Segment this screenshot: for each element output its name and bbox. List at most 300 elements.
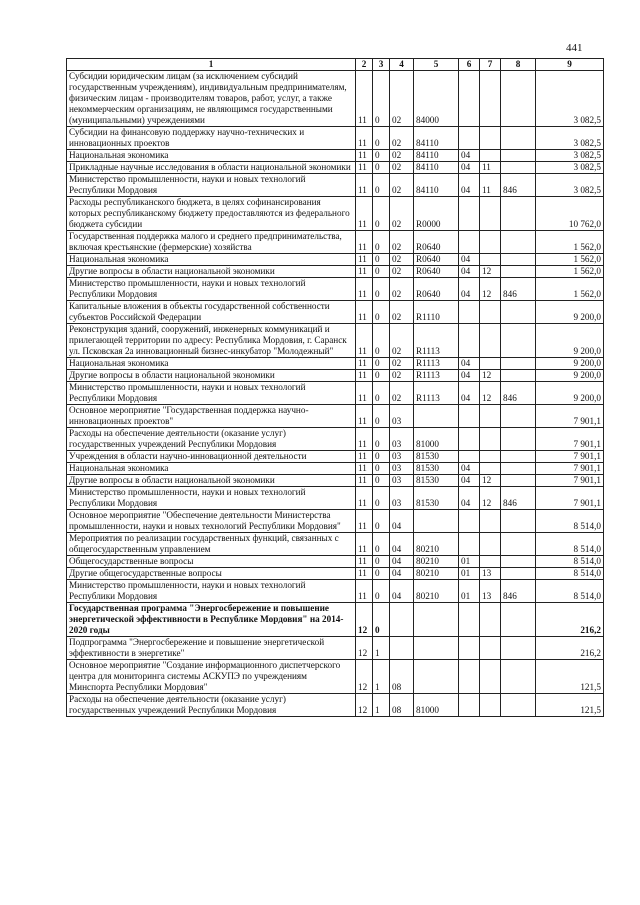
program-code-cell: 11 bbox=[356, 405, 373, 428]
subsection-code-cell: 12 bbox=[480, 475, 501, 487]
subsection-code-cell: 12 bbox=[480, 382, 501, 405]
column-header: 7 bbox=[480, 59, 501, 71]
item-name-cell: Государственная программа "Энергосбережение и повышение энергетической эффективности в Республике Мордовия" на 2014-2020 годы bbox=[67, 603, 356, 637]
expense-code-cell: R1113 bbox=[414, 370, 459, 382]
program-code-cell: 11 bbox=[356, 510, 373, 533]
amount-cell: 3 082,5 bbox=[536, 127, 604, 150]
event-code-cell: 02 bbox=[390, 127, 414, 150]
item-name-cell: Другие вопросы в области национальной экономики bbox=[67, 475, 356, 487]
event-code-cell: 04 bbox=[390, 533, 414, 556]
expense-code-cell: 80210 bbox=[414, 556, 459, 568]
subsection-code-cell: 12 bbox=[480, 266, 501, 278]
table-row bbox=[67, 254, 604, 266]
table-row bbox=[67, 694, 604, 717]
ministry-code-cell bbox=[501, 451, 536, 463]
section-code-cell bbox=[459, 660, 480, 694]
amount-cell: 121,5 bbox=[536, 660, 604, 694]
column-header: 6 bbox=[459, 59, 480, 71]
section-code-cell: 04 bbox=[459, 358, 480, 370]
event-code-cell: 02 bbox=[390, 370, 414, 382]
amount-cell: 216,2 bbox=[536, 637, 604, 660]
section-code-cell bbox=[459, 533, 480, 556]
item-name-cell: Другие вопросы в области национальной экономики bbox=[67, 266, 356, 278]
table-row bbox=[67, 162, 604, 174]
ministry-code-cell bbox=[501, 475, 536, 487]
event-code-cell: 02 bbox=[390, 301, 414, 324]
section-code-cell: 04 bbox=[459, 266, 480, 278]
program-code-cell: 12 bbox=[356, 660, 373, 694]
expense-code-cell: 84000 bbox=[414, 71, 459, 127]
ministry-code-cell bbox=[501, 510, 536, 533]
subprogram-code-cell: 1 bbox=[373, 660, 390, 694]
expense-code-cell bbox=[414, 603, 459, 637]
ministry-code-cell bbox=[501, 660, 536, 694]
subsection-code-cell bbox=[480, 127, 501, 150]
section-code-cell: 04 bbox=[459, 370, 480, 382]
event-code-cell: 02 bbox=[390, 71, 414, 127]
table-row bbox=[67, 278, 604, 301]
table-row bbox=[67, 475, 604, 487]
table-row bbox=[67, 358, 604, 370]
expense-code-cell: R1113 bbox=[414, 358, 459, 370]
ministry-code-cell bbox=[501, 150, 536, 162]
table-row bbox=[67, 533, 604, 556]
column-header: 2 bbox=[356, 59, 373, 71]
section-code-cell: 04 bbox=[459, 487, 480, 510]
subsection-code-cell bbox=[480, 463, 501, 475]
subprogram-code-cell: 0 bbox=[373, 580, 390, 603]
program-code-cell: 11 bbox=[356, 568, 373, 580]
program-code-cell: 12 bbox=[356, 694, 373, 717]
section-code-cell: 04 bbox=[459, 463, 480, 475]
item-name-cell: Подпрограмма "Энергосбережение и повышение энергетической эффективности в энергетике" bbox=[67, 637, 356, 660]
section-code-cell: 04 bbox=[459, 382, 480, 405]
subsection-code-cell bbox=[480, 533, 501, 556]
item-name-cell: Национальная экономика bbox=[67, 150, 356, 162]
subprogram-code-cell: 0 bbox=[373, 568, 390, 580]
amount-cell: 8 514,0 bbox=[536, 556, 604, 568]
item-name-cell: Основное мероприятие "Государственная поддержка научно-инновационных проектов" bbox=[67, 405, 356, 428]
expense-code-cell: R1110 bbox=[414, 301, 459, 324]
subprogram-code-cell: 0 bbox=[373, 231, 390, 254]
event-code-cell: 08 bbox=[390, 660, 414, 694]
amount-cell: 1 562,0 bbox=[536, 231, 604, 254]
event-code-cell: 02 bbox=[390, 197, 414, 231]
expense-code-cell: 84110 bbox=[414, 162, 459, 174]
subsection-code-cell: 11 bbox=[480, 174, 501, 197]
table-row bbox=[67, 266, 604, 278]
amount-cell: 8 514,0 bbox=[536, 510, 604, 533]
subprogram-code-cell: 0 bbox=[373, 428, 390, 451]
subprogram-code-cell: 0 bbox=[373, 278, 390, 301]
amount-cell: 1 562,0 bbox=[536, 266, 604, 278]
amount-cell: 8 514,0 bbox=[536, 580, 604, 603]
table-row bbox=[67, 428, 604, 451]
section-code-cell: 01 bbox=[459, 580, 480, 603]
amount-cell: 121,5 bbox=[536, 694, 604, 717]
event-code-cell: 02 bbox=[390, 382, 414, 405]
program-code-cell: 11 bbox=[356, 278, 373, 301]
table-row bbox=[67, 405, 604, 428]
ministry-code-cell bbox=[501, 197, 536, 231]
subsection-code-cell bbox=[480, 428, 501, 451]
subprogram-code-cell: 0 bbox=[373, 324, 390, 358]
section-code-cell bbox=[459, 694, 480, 717]
subsection-code-cell: 12 bbox=[480, 370, 501, 382]
event-code-cell: 02 bbox=[390, 324, 414, 358]
program-code-cell: 11 bbox=[356, 266, 373, 278]
amount-cell: 3 082,5 bbox=[536, 174, 604, 197]
item-name-cell: Другие вопросы в области национальной экономики bbox=[67, 370, 356, 382]
expense-code-cell: 84110 bbox=[414, 174, 459, 197]
ministry-code-cell bbox=[501, 568, 536, 580]
ministry-code-cell bbox=[501, 694, 536, 717]
amount-cell: 1 562,0 bbox=[536, 278, 604, 301]
program-code-cell: 11 bbox=[356, 197, 373, 231]
expense-code-cell: R1113 bbox=[414, 382, 459, 405]
amount-cell: 8 514,0 bbox=[536, 533, 604, 556]
program-code-cell: 11 bbox=[356, 580, 373, 603]
program-code-cell: 11 bbox=[356, 324, 373, 358]
subsection-code-cell: 12 bbox=[480, 487, 501, 510]
table-row bbox=[67, 660, 604, 694]
amount-cell: 3 082,5 bbox=[536, 150, 604, 162]
section-code-cell bbox=[459, 603, 480, 637]
ministry-code-cell bbox=[501, 370, 536, 382]
ministry-code-cell bbox=[501, 127, 536, 150]
subsection-code-cell bbox=[480, 556, 501, 568]
amount-cell: 7 901,1 bbox=[536, 405, 604, 428]
expense-code-cell: 84110 bbox=[414, 150, 459, 162]
section-code-cell bbox=[459, 197, 480, 231]
section-code-cell bbox=[459, 231, 480, 254]
amount-cell: 10 762,0 bbox=[536, 197, 604, 231]
expense-code-cell: R0000 bbox=[414, 197, 459, 231]
ministry-code-cell bbox=[501, 463, 536, 475]
ministry-code-cell bbox=[501, 301, 536, 324]
table-row bbox=[67, 231, 604, 254]
section-code-cell bbox=[459, 71, 480, 127]
subsection-code-cell bbox=[480, 254, 501, 266]
program-code-cell: 11 bbox=[356, 162, 373, 174]
program-code-cell: 11 bbox=[356, 150, 373, 162]
item-name-cell: Национальная экономика bbox=[67, 463, 356, 475]
program-code-cell: 11 bbox=[356, 358, 373, 370]
program-code-cell: 11 bbox=[356, 231, 373, 254]
ministry-code-cell bbox=[501, 533, 536, 556]
subprogram-code-cell: 0 bbox=[373, 301, 390, 324]
expense-code-cell bbox=[414, 637, 459, 660]
column-header: 1 bbox=[67, 59, 356, 71]
expense-code-cell: 80210 bbox=[414, 580, 459, 603]
subprogram-code-cell: 0 bbox=[373, 150, 390, 162]
item-name-cell: Капитальные вложения в объекты государственной собственности субъектов Российской Федерации bbox=[67, 301, 356, 324]
table-row bbox=[67, 382, 604, 405]
item-name-cell: Министерство промышленности, науки и новых технологий Республики Мордовия bbox=[67, 174, 356, 197]
expense-code-cell: R1113 bbox=[414, 324, 459, 358]
program-code-cell: 11 bbox=[356, 475, 373, 487]
expense-code-cell: R0640 bbox=[414, 254, 459, 266]
table-row bbox=[67, 487, 604, 510]
subsection-code-cell: 13 bbox=[480, 580, 501, 603]
item-name-cell: Расходы республиканского бюджета, в целях софинансирования которых республиканскому бюджету предоставляются из федерального бюджета субсидии bbox=[67, 197, 356, 231]
subsection-code-cell bbox=[480, 405, 501, 428]
table-row bbox=[67, 150, 604, 162]
ministry-code-cell: 846 bbox=[501, 580, 536, 603]
subprogram-code-cell: 0 bbox=[373, 127, 390, 150]
item-name-cell: Министерство промышленности, науки и новых технологий Республики Мордовия bbox=[67, 382, 356, 405]
item-name-cell: Государственная поддержка малого и среднего предпринимательства, включая крестьянские (фермерские) хозяйства bbox=[67, 231, 356, 254]
subprogram-code-cell: 1 bbox=[373, 637, 390, 660]
expense-code-cell bbox=[414, 405, 459, 428]
event-code-cell bbox=[390, 637, 414, 660]
subsection-code-cell bbox=[480, 197, 501, 231]
event-code-cell bbox=[390, 603, 414, 637]
section-code-cell: 04 bbox=[459, 254, 480, 266]
item-name-cell: Субсидии юридическим лицам (за исключением субсидий государственным учреждениям), индивидуальным предпринимателям, физическим лицам - производителям товаров, работ, услуг, а также некоммерческим организациям, не являющимся государственными (муниципальными) учреждениями bbox=[67, 71, 356, 127]
subprogram-code-cell: 0 bbox=[373, 174, 390, 197]
subsection-code-cell bbox=[480, 301, 501, 324]
event-code-cell: 02 bbox=[390, 231, 414, 254]
amount-cell: 7 901,1 bbox=[536, 463, 604, 475]
program-code-cell: 11 bbox=[356, 174, 373, 197]
section-code-cell bbox=[459, 510, 480, 533]
section-code-cell bbox=[459, 451, 480, 463]
ministry-code-cell bbox=[501, 324, 536, 358]
subprogram-code-cell: 0 bbox=[373, 358, 390, 370]
subsection-code-cell: 11 bbox=[480, 162, 501, 174]
ministry-code-cell bbox=[501, 71, 536, 127]
table-row bbox=[67, 127, 604, 150]
event-code-cell: 04 bbox=[390, 568, 414, 580]
subprogram-code-cell: 0 bbox=[373, 254, 390, 266]
subprogram-code-cell: 0 bbox=[373, 510, 390, 533]
table-row bbox=[67, 451, 604, 463]
amount-cell: 1 562,0 bbox=[536, 254, 604, 266]
event-code-cell: 03 bbox=[390, 451, 414, 463]
column-header: 8 bbox=[501, 59, 536, 71]
subsection-code-cell bbox=[480, 510, 501, 533]
table-row bbox=[67, 463, 604, 475]
subprogram-code-cell: 0 bbox=[373, 463, 390, 475]
ministry-code-cell bbox=[501, 637, 536, 660]
ministry-code-cell bbox=[501, 603, 536, 637]
section-code-cell bbox=[459, 428, 480, 451]
item-name-cell: Национальная экономика bbox=[67, 358, 356, 370]
ministry-code-cell bbox=[501, 162, 536, 174]
program-code-cell: 11 bbox=[356, 556, 373, 568]
amount-cell: 3 082,5 bbox=[536, 162, 604, 174]
subprogram-code-cell: 0 bbox=[373, 405, 390, 428]
item-name-cell: Реконструкция зданий, сооружений, инженерных коммуникаций и прилегающей территории по адресу: Республика Мордовия, г. Саранск ул. Псковская 2а инновационный бизнес-инкубатор "Молодежный" bbox=[67, 324, 356, 358]
program-code-cell: 12 bbox=[356, 637, 373, 660]
program-code-cell: 11 bbox=[356, 428, 373, 451]
expense-code-cell: 81000 bbox=[414, 428, 459, 451]
event-code-cell: 04 bbox=[390, 510, 414, 533]
section-code-cell: 04 bbox=[459, 162, 480, 174]
budget-table bbox=[66, 58, 604, 717]
item-name-cell: Министерство промышленности, науки и новых технологий Республики Мордовия bbox=[67, 580, 356, 603]
item-name-cell: Национальная экономика bbox=[67, 254, 356, 266]
amount-cell: 216,2 bbox=[536, 603, 604, 637]
item-name-cell: Министерство промышленности, науки и новых технологий Республики Мордовия bbox=[67, 278, 356, 301]
event-code-cell: 02 bbox=[390, 174, 414, 197]
subsection-code-cell bbox=[480, 231, 501, 254]
column-header: 5 bbox=[414, 59, 459, 71]
subprogram-code-cell: 1 bbox=[373, 694, 390, 717]
item-name-cell: Министерство промышленности, науки и новых технологий Республики Мордовия bbox=[67, 487, 356, 510]
table-row bbox=[67, 174, 604, 197]
expense-code-cell: 84110 bbox=[414, 127, 459, 150]
subsection-code-cell bbox=[480, 451, 501, 463]
subsection-code-cell bbox=[480, 324, 501, 358]
section-code-cell: 04 bbox=[459, 278, 480, 301]
subsection-code-cell bbox=[480, 694, 501, 717]
section-code-cell: 01 bbox=[459, 568, 480, 580]
section-code-cell bbox=[459, 637, 480, 660]
program-code-cell: 11 bbox=[356, 127, 373, 150]
amount-cell: 7 901,1 bbox=[536, 451, 604, 463]
item-name-cell: Прикладные научные исследования в области национальной экономики bbox=[67, 162, 356, 174]
table-row bbox=[67, 324, 604, 358]
expense-code-cell: 80210 bbox=[414, 568, 459, 580]
expense-code-cell bbox=[414, 510, 459, 533]
item-name-cell: Мероприятия по реализации государственных функций, связанных с общегосударственным управлением bbox=[67, 533, 356, 556]
section-code-cell bbox=[459, 405, 480, 428]
subsection-code-cell bbox=[480, 358, 501, 370]
expense-code-cell: R0640 bbox=[414, 266, 459, 278]
subprogram-code-cell: 0 bbox=[373, 266, 390, 278]
subsection-code-cell bbox=[480, 71, 501, 127]
subprogram-code-cell: 0 bbox=[373, 71, 390, 127]
program-code-cell: 11 bbox=[356, 370, 373, 382]
item-name-cell: Учреждения в области научно-инновационной деятельности bbox=[67, 451, 356, 463]
subsection-code-cell bbox=[480, 603, 501, 637]
ministry-code-cell: 846 bbox=[501, 278, 536, 301]
event-code-cell: 03 bbox=[390, 487, 414, 510]
program-code-cell: 11 bbox=[356, 533, 373, 556]
item-name-cell: Другие общегосударственные вопросы bbox=[67, 568, 356, 580]
column-header: 4 bbox=[390, 59, 414, 71]
page-number: 441 bbox=[566, 42, 583, 54]
subprogram-code-cell: 0 bbox=[373, 162, 390, 174]
expense-code-cell: 81530 bbox=[414, 451, 459, 463]
event-code-cell: 02 bbox=[390, 358, 414, 370]
ministry-code-cell bbox=[501, 231, 536, 254]
ministry-code-cell bbox=[501, 358, 536, 370]
subprogram-code-cell: 0 bbox=[373, 451, 390, 463]
table-row bbox=[67, 637, 604, 660]
item-name-cell: Расходы на обеспечение деятельности (оказание услуг) государственных учреждений Республики Мордовия bbox=[67, 694, 356, 717]
table-row bbox=[67, 568, 604, 580]
section-code-cell: 01 bbox=[459, 556, 480, 568]
event-code-cell: 03 bbox=[390, 463, 414, 475]
subprogram-code-cell: 0 bbox=[373, 382, 390, 405]
event-code-cell: 02 bbox=[390, 162, 414, 174]
ministry-code-cell: 846 bbox=[501, 382, 536, 405]
amount-cell: 8 514,0 bbox=[536, 568, 604, 580]
event-code-cell: 02 bbox=[390, 278, 414, 301]
event-code-cell: 03 bbox=[390, 405, 414, 428]
expense-code-cell: 81530 bbox=[414, 463, 459, 475]
program-code-cell: 11 bbox=[356, 463, 373, 475]
event-code-cell: 02 bbox=[390, 254, 414, 266]
section-code-cell bbox=[459, 324, 480, 358]
subprogram-code-cell: 0 bbox=[373, 533, 390, 556]
expense-code-cell: 81530 bbox=[414, 475, 459, 487]
amount-cell: 3 082,5 bbox=[536, 71, 604, 127]
expense-code-cell: R0640 bbox=[414, 278, 459, 301]
subprogram-code-cell: 0 bbox=[373, 475, 390, 487]
item-name-cell: Расходы на обеспечение деятельности (оказание услуг) государственных учреждений Республики Мордовия bbox=[67, 428, 356, 451]
program-code-cell: 11 bbox=[356, 301, 373, 324]
event-code-cell: 04 bbox=[390, 556, 414, 568]
subsection-code-cell bbox=[480, 637, 501, 660]
event-code-cell: 02 bbox=[390, 150, 414, 162]
section-code-cell: 04 bbox=[459, 174, 480, 197]
table-row bbox=[67, 301, 604, 324]
item-name-cell: Основное мероприятие "Создание информационного диспетчерского центра для мониторинга системы АСКУПЭ по учреждениям Минспорта Республики Мордовия" bbox=[67, 660, 356, 694]
event-code-cell: 08 bbox=[390, 694, 414, 717]
ministry-code-cell bbox=[501, 556, 536, 568]
event-code-cell: 02 bbox=[390, 266, 414, 278]
expense-code-cell bbox=[414, 660, 459, 694]
table-row bbox=[67, 370, 604, 382]
section-code-cell bbox=[459, 127, 480, 150]
subsection-code-cell bbox=[480, 150, 501, 162]
amount-cell: 7 901,1 bbox=[536, 487, 604, 510]
program-code-cell: 11 bbox=[356, 451, 373, 463]
subprogram-code-cell: 0 bbox=[373, 603, 390, 637]
table-row bbox=[67, 603, 604, 637]
expense-code-cell: 80210 bbox=[414, 533, 459, 556]
table-row bbox=[67, 556, 604, 568]
amount-cell: 9 200,0 bbox=[536, 324, 604, 358]
section-code-cell: 04 bbox=[459, 475, 480, 487]
amount-cell: 9 200,0 bbox=[536, 370, 604, 382]
subsection-code-cell: 12 bbox=[480, 278, 501, 301]
subprogram-code-cell: 0 bbox=[373, 556, 390, 568]
table-row bbox=[67, 580, 604, 603]
ministry-code-cell bbox=[501, 266, 536, 278]
ministry-code-cell bbox=[501, 428, 536, 451]
event-code-cell: 03 bbox=[390, 475, 414, 487]
expense-code-cell: R0640 bbox=[414, 231, 459, 254]
section-code-cell bbox=[459, 301, 480, 324]
event-code-cell: 03 bbox=[390, 428, 414, 451]
subprogram-code-cell: 0 bbox=[373, 370, 390, 382]
program-code-cell: 11 bbox=[356, 71, 373, 127]
program-code-cell: 11 bbox=[356, 487, 373, 510]
column-header: 9 bbox=[536, 59, 604, 71]
amount-cell: 7 901,1 bbox=[536, 428, 604, 451]
table-row bbox=[67, 197, 604, 231]
item-name-cell: Общегосударственные вопросы bbox=[67, 556, 356, 568]
program-code-cell: 12 bbox=[356, 603, 373, 637]
ministry-code-cell: 846 bbox=[501, 174, 536, 197]
amount-cell: 9 200,0 bbox=[536, 382, 604, 405]
subsection-code-cell bbox=[480, 660, 501, 694]
table-row bbox=[67, 510, 604, 533]
event-code-cell: 04 bbox=[390, 580, 414, 603]
ministry-code-cell bbox=[501, 254, 536, 266]
table-row bbox=[67, 71, 604, 127]
amount-cell: 7 901,1 bbox=[536, 475, 604, 487]
amount-cell: 9 200,0 bbox=[536, 358, 604, 370]
expense-code-cell: 81000 bbox=[414, 694, 459, 717]
column-header: 3 bbox=[373, 59, 390, 71]
table-header-row bbox=[67, 59, 604, 71]
